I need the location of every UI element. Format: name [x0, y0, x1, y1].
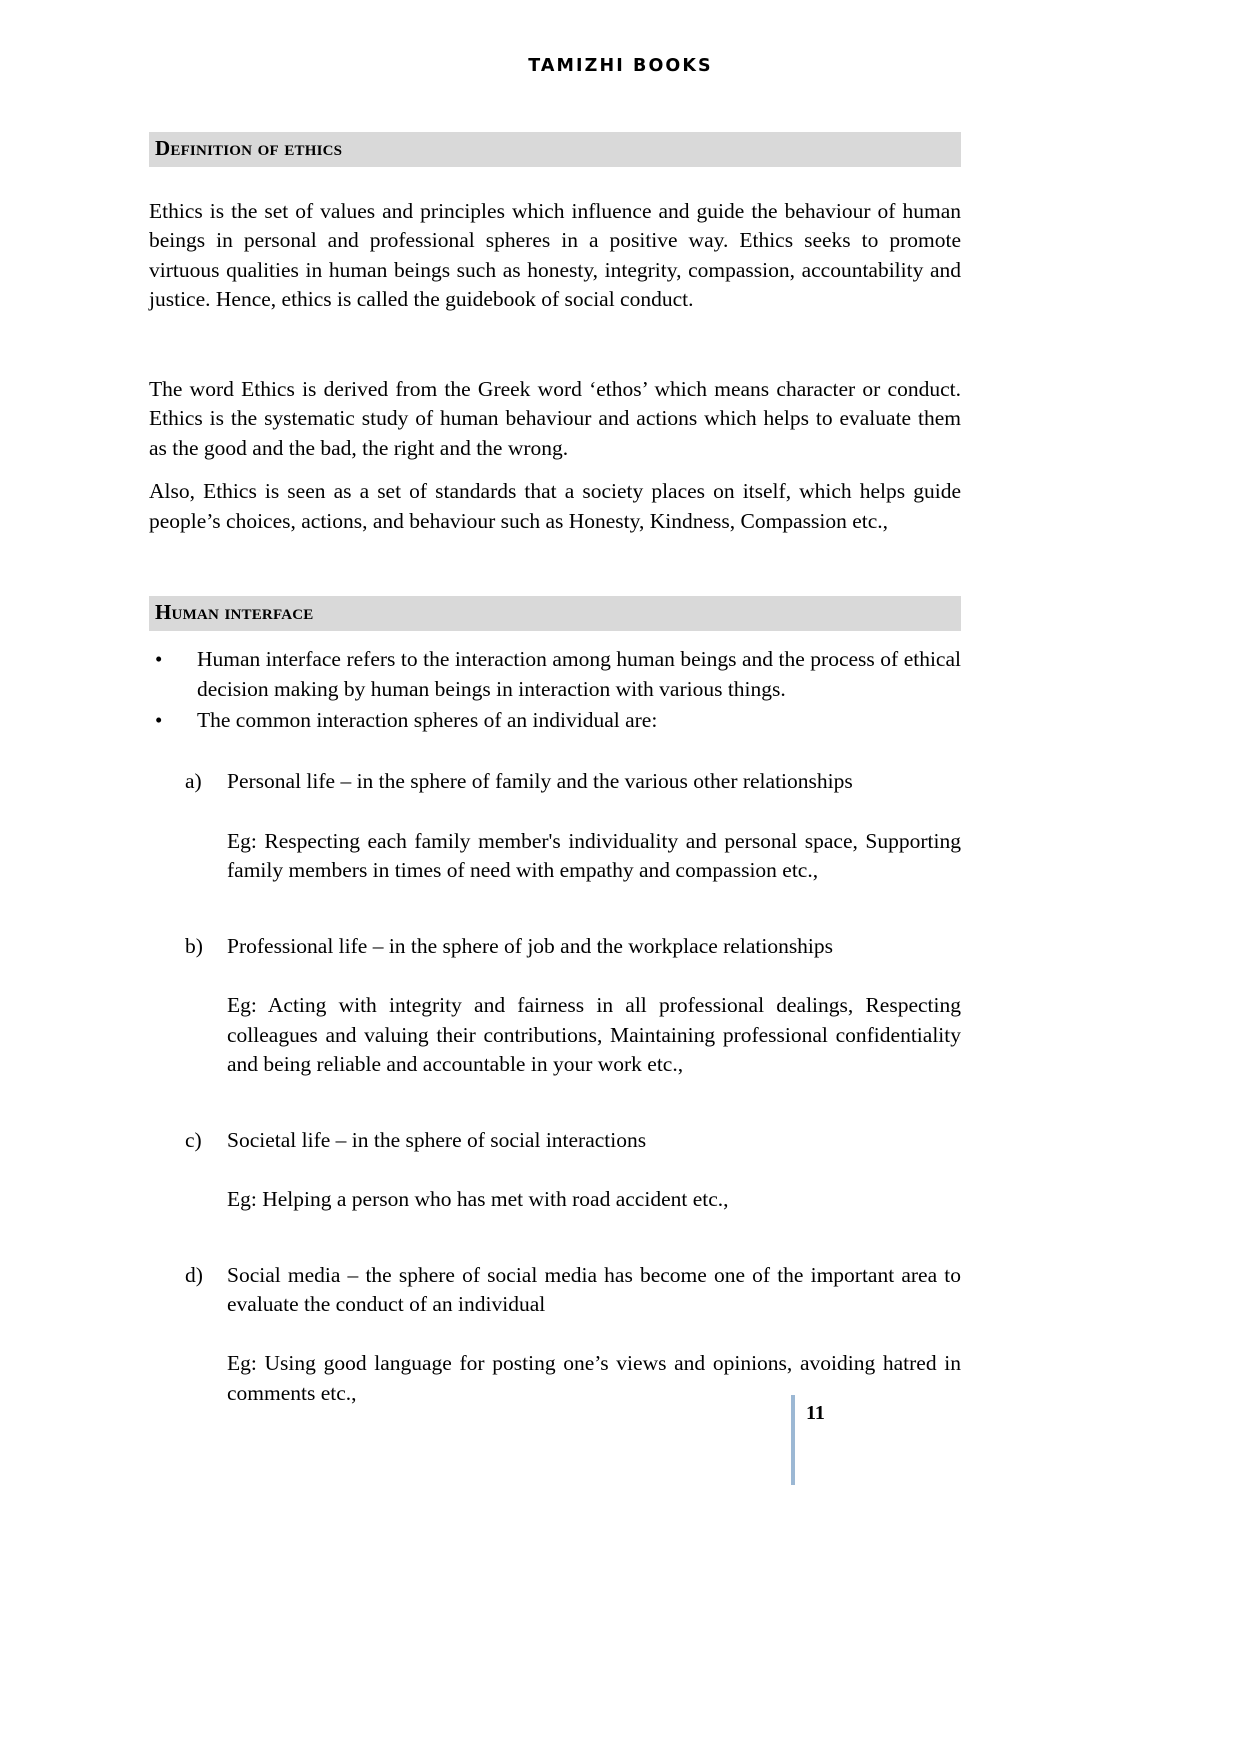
- list-item-text: Professional life – in the sphere of job and the workplace relationships: [227, 933, 834, 958]
- list-item-text: The common interaction spheres of an individual are:: [197, 707, 658, 732]
- list-item: [149, 645, 961, 704]
- list-marker: d): [185, 1262, 203, 1287]
- example-text-c: Eg: Helping a person who has met with road accident etc.,: [227, 1187, 729, 1212]
- section-heading-text: Human interface: [155, 600, 314, 625]
- example-text-b: Eg: Acting with integrity and fairness in all professional dealings, Respecting colleagues and valuing their contributions, Maintaining professional confidentiality and being reliable and accountable in your work etc.,: [227, 993, 961, 1077]
- footer-accent-rule: [791, 1395, 795, 1485]
- list-item-d: [149, 1261, 961, 1320]
- paragraph-ethics-etymology: The word Ethics is derived from the Greek word ‘ethos’ which means character or conduct. Ethics is the systematic study of human behaviour and actions which helps to evaluate them as the good and the bad, the right and the wrong.: [149, 376, 961, 460]
- paragraph-ethics-definition: Ethics is the set of values and principles which influence and guide the behaviour of human beings in personal and professional spheres in a positive way. Ethics seeks to promote virtuous qualities in human beings such as honesty, integrity, compassion, accountability and justice. Hence, ethics is called the guidebook of social conduct.: [149, 199, 961, 312]
- content-column: [149, 132, 961, 1408]
- list-marker: a): [185, 769, 202, 794]
- bullet-icon: •: [155, 647, 163, 672]
- list-item-b: [149, 932, 961, 961]
- list-marker: b): [185, 933, 203, 958]
- example-text-a: Eg: Respecting each family member's individuality and personal space, Supporting family members in times of need with empathy and compassion etc.,: [227, 828, 961, 883]
- list-item-text: Social media – the sphere of social media has become one of the important area to evaluate the conduct of an individual: [227, 1262, 961, 1316]
- paragraph-ethics-standards: Also, Ethics is seen as a set of standards that a society places on itself, which helps guide people’s choices, actions, and behaviour such as Honesty, Kindness, Compassion etc.,: [149, 479, 961, 533]
- section-heading-text: Definition of ethics: [155, 136, 343, 160]
- list-item-text: Human interface refers to the interaction among human beings and the process of ethical decision making by human beings in interaction with various things.: [197, 647, 961, 701]
- bullet-icon: •: [155, 707, 163, 732]
- list-marker: c): [185, 1127, 202, 1152]
- running-header: [0, 56, 1241, 76]
- list-item: [149, 706, 961, 735]
- list-item-text: Societal life – in the sphere of social interactions: [227, 1127, 647, 1152]
- list-item-text: Personal life – in the sphere of family and the various other relationships: [227, 769, 853, 794]
- example-text-d: Eg: Using good language for posting one’s views and opinions, avoiding hatred in comments etc.,: [227, 1351, 961, 1405]
- publisher-brand-text: TAMIZHI BOOKS: [528, 56, 713, 76]
- list-item-a: [149, 767, 961, 796]
- section-heading-human-interface: [149, 596, 961, 631]
- human-interface-bullet-list: [149, 645, 961, 735]
- page-number: 11: [806, 1402, 825, 1424]
- list-item-c: [149, 1126, 961, 1155]
- interaction-spheres-list: [149, 767, 961, 1408]
- section-heading-definition-of-ethics: [149, 132, 961, 167]
- page-footer: [0, 1395, 1241, 1495]
